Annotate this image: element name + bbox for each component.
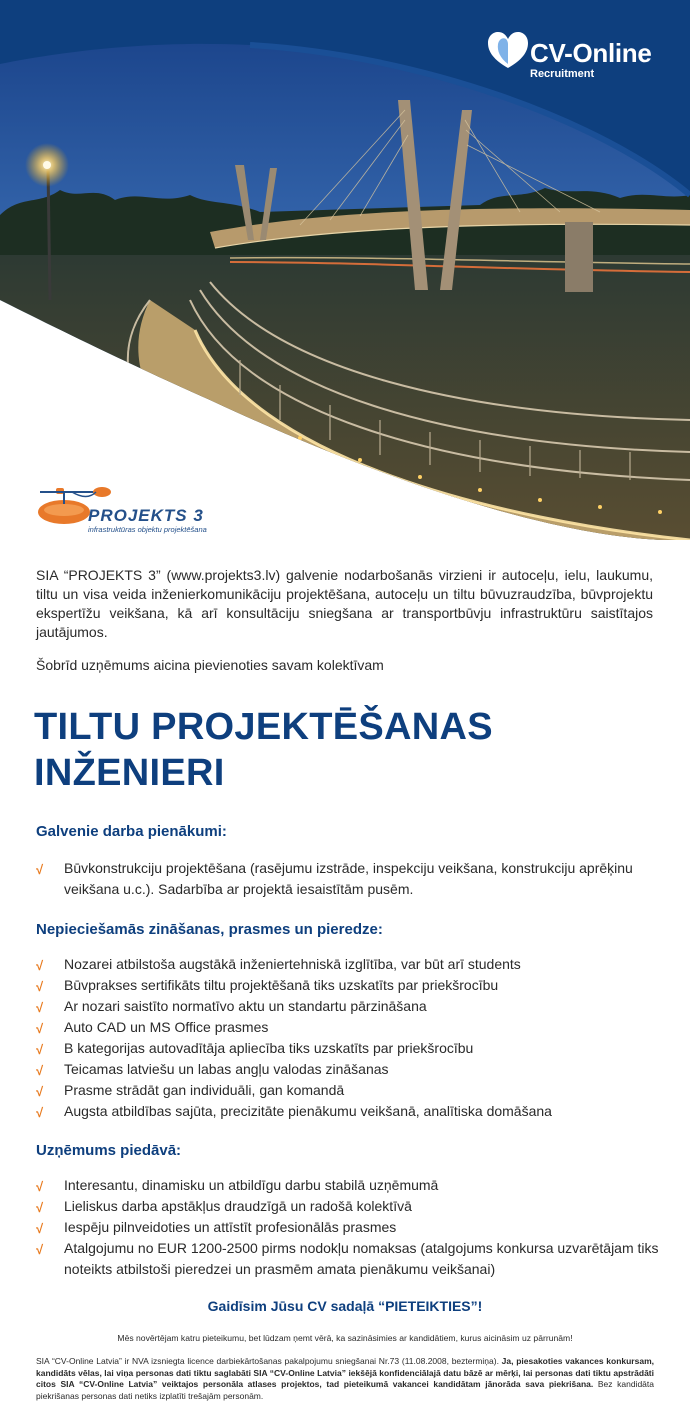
checkmark-icon: √ — [36, 1179, 44, 1194]
brand-name: CV-Online — [530, 38, 652, 68]
duties-heading: Galvenie darba pienākumi: — [36, 823, 227, 840]
list-item: √ Lieliskus darba apstākļus draudzīgā un radošā kolektīvā — [36, 1198, 412, 1215]
hero-banner — [0, 0, 690, 540]
brand-subtitle: Recruitment — [530, 68, 595, 80]
list-item: √ Auto CAD un MS Office prasmes — [36, 1019, 269, 1036]
checkmark-icon: √ — [36, 1105, 44, 1120]
list-item: √ Teicamas latviešu un labas angļu valodas zināšanas — [36, 1061, 389, 1078]
list-item: √ Iespēju pilnveidoties un attīstīt profesionālās prasmes — [36, 1219, 397, 1236]
projekts3-logo — [36, 480, 246, 540]
list-item: √ Interesantu, dinamisku un atbildīgu darbu stabilā uzņēmumā — [36, 1177, 439, 1194]
list-item: √ Būvkonstrukciju projektēšana (rasējumu izstrāde, inspekciju veikšana, konstrukciju aprēķinu veikšana u.c.). Sadarbība ar projektā iesaistītām pusēm. — [36, 860, 633, 897]
checkmark-icon: √ — [36, 1063, 44, 1078]
checkmark-icon: √ — [36, 1000, 44, 1015]
legal-disclaimer: SIA “CV-Online Latvia” ir NVA izsniegta licence darbiekārtošanas pakalpojumu sniegšanai Nr.73 (11.08.2008, beztermiņa). Ja, piesakoties vakances konkursam, kandidāts vēlas, lai viņa personas dati tiktu saglabāti SIA “CV-Online Latvia” iekšējā konfidenciālajā datu bāzē ar mērķi, lai personas dati tiktu apstrādāti citos SIA “CV-Online Latvia” veiktajos personāla atlases projektos, tad pieteikumā vakancei kandidātam jānorāda sava piekrišana. Bez kandidāta piekrišanas personas dati netiks izplatīti trešajām personām. — [36, 1356, 655, 1401]
requirements-heading: Nepieciešamās zināšanas, prasmes un pieredze: — [36, 921, 383, 938]
contact-note: Mēs novērtējam katru pieteikumu, bet lūdzam ņemt vērā, ka sazināsimies ar kandidātiem, kurus aicināsim uz pārrunām! — [117, 1333, 573, 1343]
checkmark-icon: √ — [36, 1242, 44, 1257]
offer-list — [36, 1175, 660, 1280]
job-title-line-1: TILTU PROJEKTĒŠANAS — [34, 706, 493, 748]
apply-call-to-action: Gaidīsim Jūsu CV sadaļā “PIETEIKTIES”! — [207, 1298, 483, 1314]
invite-text: Šobrīd uzņēmums aicina pievienoties savam kolektīvam — [36, 657, 384, 673]
list-item: √ Nozarei atbilstoša augstākā inženiertehniskā izglītība, var būt arī students — [36, 956, 521, 973]
checkmark-icon: √ — [36, 862, 44, 877]
checkmark-icon: √ — [36, 979, 44, 994]
offer-heading: Uzņēmums piedāvā: — [36, 1142, 182, 1159]
job-title-line-2: INŽENIERI — [34, 752, 225, 794]
cv-online-logo — [486, 30, 656, 84]
list-item: √ Ar nozari saistīto normatīvo aktu un standartu pārzināšana — [36, 998, 427, 1015]
cv-online-heart-icon — [486, 30, 530, 70]
duties-list — [36, 858, 660, 900]
requirements-list — [36, 954, 660, 1122]
checkmark-icon: √ — [36, 1200, 44, 1215]
list-item: √ Atalgojumu no EUR 1200-2500 pirms nodokļu nomaksas (atalgojums konkursa uzvarētājam tiks noteikts atbilstoši pieredzei un prasmēm amata pienākumu veikšanai) — [36, 1240, 659, 1277]
company-intro: SIA “PROJEKTS 3” (www.projekts3.lv) galvenie nodarbošanās virzieni ir autoceļu, ielu, laukumu, tiltu un visa veida inženierkomunikāciju projektēšana, autoceļu un tiltu būvuzraudzība, būvprojektu ekspertīžu veikšana, kā arī konsultāciju sniegšana ar transportbūvju infrastruktūru saistītajos jautājumos. — [36, 567, 653, 640]
list-item: √ Prasme strādāt gan individuāli, gan komandā — [36, 1082, 345, 1099]
list-item: √ B kategorijas autovadītāja apliecība tiks uzskatīts par priekšrocību — [36, 1040, 474, 1057]
checkmark-icon: √ — [36, 1042, 44, 1057]
projekts3-wordmark: PROJEKTS 3 — [88, 506, 204, 525]
checkmark-icon: √ — [36, 958, 44, 973]
checkmark-icon: √ — [36, 1221, 44, 1236]
projekts3-tagline: infrastruktūras objektu projektēšana — [88, 525, 207, 534]
job-title — [34, 704, 654, 796]
list-item: √ Augsta atbildības sajūta, precizitāte pienākumu veikšanā, analītiska domāšana — [36, 1103, 552, 1120]
checkmark-icon: √ — [36, 1021, 44, 1036]
checkmark-icon: √ — [36, 1084, 44, 1099]
list-item: √ Būvprakses sertifikāts tiltu projektēšanā tiks uzskatīts par priekšrocību — [36, 977, 499, 994]
